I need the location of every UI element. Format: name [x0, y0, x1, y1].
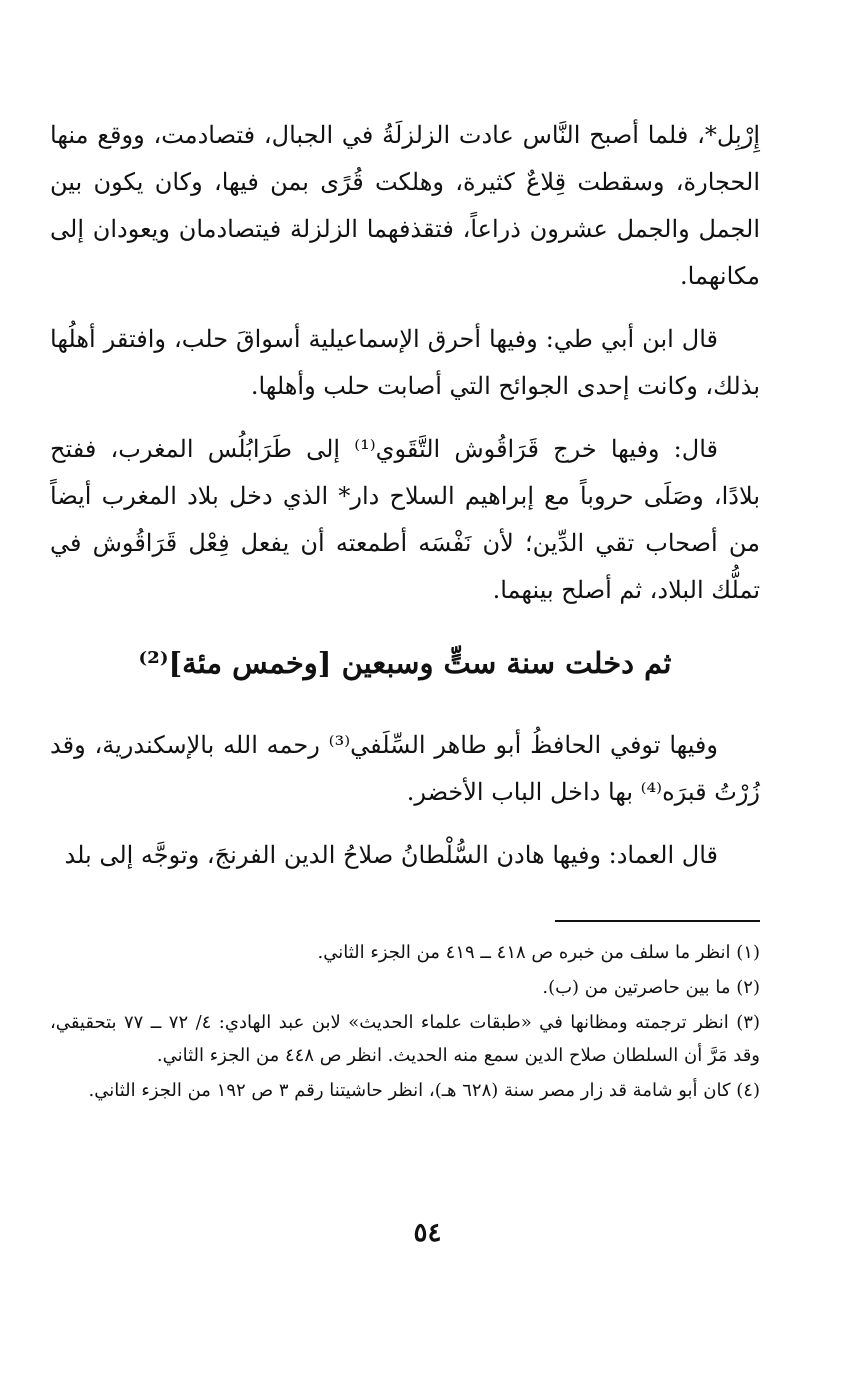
footnotes: [50, 920, 760, 1109]
paragraph-qaraqush: قال: وفيها خرج قَرَاقُوش التَّقَوي⁽¹⁾ إلى طَرَابُلُس المغرب، ففتح بلادًا، وصَلَى حروباً مع إبراهيم السلاح دار* الذي دخل بلاد المغرب أيضاً من أصحاب تقي الدِّين؛ لأن نَفْسَه أطمعته أن يفعل فِعْل قَرَاقُوش في تملُّك البلاد، ثم أصلح بينهما.: [50, 435, 760, 604]
footnote-1: (١) انظر ما سلف من خبره ص ٤١٨ ــ ٤١٩ من الجزء الثاني.: [317, 942, 760, 963]
footnote-4: (٤) كان أبو شامة قد زار مصر سنة (٦٢٨ هـ)، انظر حاشيتنا رقم ٣ ص ١٩٢ من الجزء الثاني.: [88, 1080, 760, 1101]
paragraph-ibn-abi-tayy: قال ابن أبي طي: وفيها أحرق الإسماعيلية أسواقَ حلب، وافتقر أهلُها بذلك، وكانت إحدى الجوائح التي أصابت حلب وأهلها.: [50, 325, 760, 400]
footnote-divider: [555, 920, 760, 922]
page-number: ٥٤: [413, 1218, 442, 1248]
main-text: [50, 112, 760, 895]
paragraph-silafi: وفيها توفي الحافظُ أبو طاهر السِّلَفي⁽³⁾ رحمه الله بالإسكندرية، وقد زُرْتُ قبرَه⁽⁴⁾ بها داخل الباب الأخضر.: [50, 731, 760, 806]
paragraph-earthquake: إِرْبِل*، فلما أصبح النَّاس عادت الزلزلَةُ في الجبال، فتصادمت، ووقع منها الحجارة، وسقطت قِلاعٌ كثيرة، وهلكت قُرًى بمن فيها، وكان يكون بين الجمل والجمل عشرون ذراعاً، فتقذفهما الزلزلة فيتصادمان ويعودان إلى مكانهما.: [50, 121, 760, 290]
section-heading: ثم دخلت سنة ستٍّ وسبعين [وخمس مئة]⁽²⁾: [138, 646, 672, 680]
footnote-2: (٢) ما بين حاصرتين من (ب).: [542, 977, 760, 998]
paragraph-imad: قال العماد: وفيها هادن السُّلْطانُ صلاحُ الدين الفرنجَ، وتوجَّه إلى بلد: [64, 841, 718, 869]
footnote-3: (٣) انظر ترجمته ومظانها في «طبقات علماء الحديث» لابن عبد الهادي: ٤/ ٧٢ ــ ٧٧ بتحقيقي، وقد مَرَّ أن السلطان صلاح الدين سمع منه الحديث. انظر ص ٤٤٨ من الجزء الثاني.: [50, 1012, 760, 1066]
